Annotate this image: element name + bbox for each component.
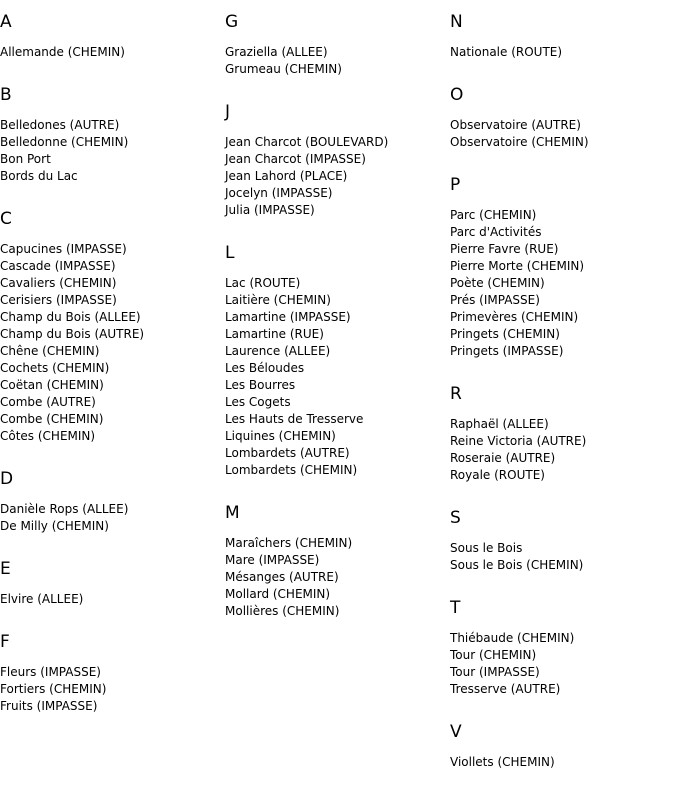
street-list — [225, 535, 445, 620]
letter-group — [450, 382, 670, 484]
street-entry: Belledonne (CHEMIN) — [0, 135, 129, 149]
letter-group — [450, 10, 670, 61]
street-list — [225, 275, 445, 479]
street-entry: Pringets (IMPASSE) — [450, 344, 564, 358]
street-entry: Lombardets (AUTRE) — [225, 446, 350, 460]
street-entry: Tour (CHEMIN) — [450, 648, 537, 662]
street-entry: Coëtan (CHEMIN) — [0, 378, 104, 392]
street-entry: Bon Port — [0, 152, 51, 166]
street-list — [0, 44, 220, 61]
street-entry: Tour (IMPASSE) — [450, 665, 540, 679]
street-entry: Raphaël (ALLEE) — [450, 417, 549, 431]
letter-heading: E — [0, 559, 11, 579]
street-entry: Fleurs (IMPASSE) — [0, 665, 101, 679]
street-entry: Les Cogets — [225, 395, 291, 409]
index-column — [0, 10, 220, 737]
letter-group — [450, 596, 670, 698]
letter-heading: M — [225, 503, 240, 523]
street-entry: Laurence (ALLEE) — [225, 344, 331, 358]
street-entry: Parc d'Activités — [450, 225, 542, 239]
street-entry: Allemande (CHEMIN) — [0, 45, 125, 59]
street-entry: Elvire (ALLEE) — [0, 592, 84, 606]
street-entry: Viollets (CHEMIN) — [450, 755, 555, 769]
letter-group — [0, 207, 220, 445]
letter-heading: P — [450, 175, 461, 195]
street-entry: Pringets (CHEMIN) — [450, 327, 560, 341]
street-entry: Jean Lahord (PLACE) — [225, 169, 348, 183]
street-entry: Lac (ROUTE) — [225, 276, 301, 290]
street-entry: Combe (CHEMIN) — [0, 412, 104, 426]
letter-group — [225, 501, 445, 620]
street-entry: Poète (CHEMIN) — [450, 276, 545, 290]
street-entry: Graziella (ALLEE) — [225, 45, 328, 59]
letter-group — [0, 467, 220, 535]
street-list — [0, 591, 220, 608]
street-entry: Roseraie (AUTRE) — [450, 451, 556, 465]
street-entry: Capucines (IMPASSE) — [0, 242, 127, 256]
street-entry: Danièle Rops (ALLEE) — [0, 502, 129, 516]
street-entry: Pierre Morte (CHEMIN) — [450, 259, 585, 273]
street-entry: Lamartine (RUE) — [225, 327, 324, 341]
letter-heading: A — [0, 12, 12, 32]
letter-group — [450, 173, 670, 360]
letter-heading: F — [0, 632, 10, 652]
street-entry: De Milly (CHEMIN) — [0, 519, 109, 533]
letter-heading: V — [450, 722, 462, 742]
street-entry: Les Bourres — [225, 378, 296, 392]
letter-group — [0, 83, 220, 185]
street-list — [0, 501, 220, 535]
street-entry: Thiébaude (CHEMIN) — [450, 631, 575, 645]
street-entry: Parc (CHEMIN) — [450, 208, 537, 222]
street-entry: Les Hauts de Tresserve — [225, 412, 364, 426]
street-entry: Maraîchers (CHEMIN) — [225, 536, 353, 550]
street-entry: Mare (IMPASSE) — [225, 553, 320, 567]
street-entry: Jocelyn (IMPASSE) — [225, 186, 333, 200]
street-list — [450, 754, 670, 771]
letter-group — [450, 720, 670, 771]
street-entry: Cochets (CHEMIN) — [0, 361, 110, 375]
street-entry: Chêne (CHEMIN) — [0, 344, 100, 358]
letter-heading: R — [450, 384, 462, 404]
letter-heading: N — [450, 12, 463, 32]
street-entry: Les Béloudes — [225, 361, 305, 375]
street-entry: Cavaliers (CHEMIN) — [0, 276, 117, 290]
letter-group — [450, 83, 670, 151]
street-entry: Prés (IMPASSE) — [450, 293, 540, 307]
street-list — [450, 44, 670, 61]
letter-heading: C — [0, 209, 12, 229]
street-entry: Tresserve (AUTRE) — [450, 682, 561, 696]
street-entry: Champ du Bois (AUTRE) — [0, 327, 145, 341]
street-entry: Pierre Favre (RUE) — [450, 242, 559, 256]
street-entry: Bords du Lac — [0, 169, 78, 183]
street-entry: Laitière (CHEMIN) — [225, 293, 331, 307]
street-entry: Côtes (CHEMIN) — [0, 429, 96, 443]
letter-heading: J — [225, 102, 231, 122]
letter-group — [0, 10, 220, 61]
street-list — [225, 134, 445, 219]
street-entry: Grumeau (CHEMIN) — [225, 62, 342, 76]
street-list — [450, 117, 670, 151]
street-entry: Champ du Bois (ALLEE) — [0, 310, 141, 324]
street-entry: Sous le Bois (CHEMIN) — [450, 558, 584, 572]
letter-group — [225, 10, 445, 78]
street-entry: Julia (IMPASSE) — [225, 203, 315, 217]
street-entry: Combe (AUTRE) — [0, 395, 96, 409]
street-list — [225, 44, 445, 78]
street-entry: Primevères (CHEMIN) — [450, 310, 579, 324]
street-entry: Observatoire (CHEMIN) — [450, 135, 589, 149]
street-entry: Liquines (CHEMIN) — [225, 429, 336, 443]
street-list — [450, 630, 670, 698]
letter-heading: B — [0, 85, 12, 105]
street-entry: Lamartine (IMPASSE) — [225, 310, 351, 324]
street-entry: Lombardets (CHEMIN) — [225, 463, 358, 477]
letter-group — [450, 506, 670, 574]
street-list — [450, 416, 670, 484]
letter-group — [225, 100, 445, 219]
letter-heading: S — [450, 508, 461, 528]
letter-heading: T — [450, 598, 461, 618]
street-entry: Sous le Bois — [450, 541, 523, 555]
street-entry: Mésanges (AUTRE) — [225, 570, 339, 584]
street-entry: Mollard (CHEMIN) — [225, 587, 331, 601]
street-entry: Cascade (IMPASSE) — [0, 259, 116, 273]
letter-group — [0, 557, 220, 608]
street-entry: Jean Charcot (BOULEVARD) — [225, 135, 389, 149]
street-entry: Cerisiers (IMPASSE) — [0, 293, 117, 307]
letter-heading: L — [225, 243, 235, 263]
street-entry: Jean Charcot (IMPASSE) — [225, 152, 366, 166]
street-entry: Nationale (ROUTE) — [450, 45, 563, 59]
street-list — [0, 241, 220, 445]
street-list — [450, 540, 670, 574]
street-list — [0, 664, 220, 715]
letter-group — [225, 241, 445, 479]
street-entry: Observatoire (AUTRE) — [450, 118, 581, 132]
street-entry: Fortiers (CHEMIN) — [0, 682, 107, 696]
index-column — [225, 10, 445, 642]
letter-heading: O — [450, 85, 464, 105]
street-entry: Fruits (IMPASSE) — [0, 699, 98, 713]
street-entry: Reine Victoria (AUTRE) — [450, 434, 587, 448]
street-entry: Royale (ROUTE) — [450, 468, 545, 482]
letter-heading: D — [0, 469, 14, 489]
index-column — [450, 10, 670, 793]
letter-group — [0, 630, 220, 715]
street-entry: Belledones (AUTRE) — [0, 118, 120, 132]
street-list — [0, 117, 220, 185]
letter-heading: G — [225, 12, 239, 32]
street-entry: Mollières (CHEMIN) — [225, 604, 340, 618]
street-list — [450, 207, 670, 360]
